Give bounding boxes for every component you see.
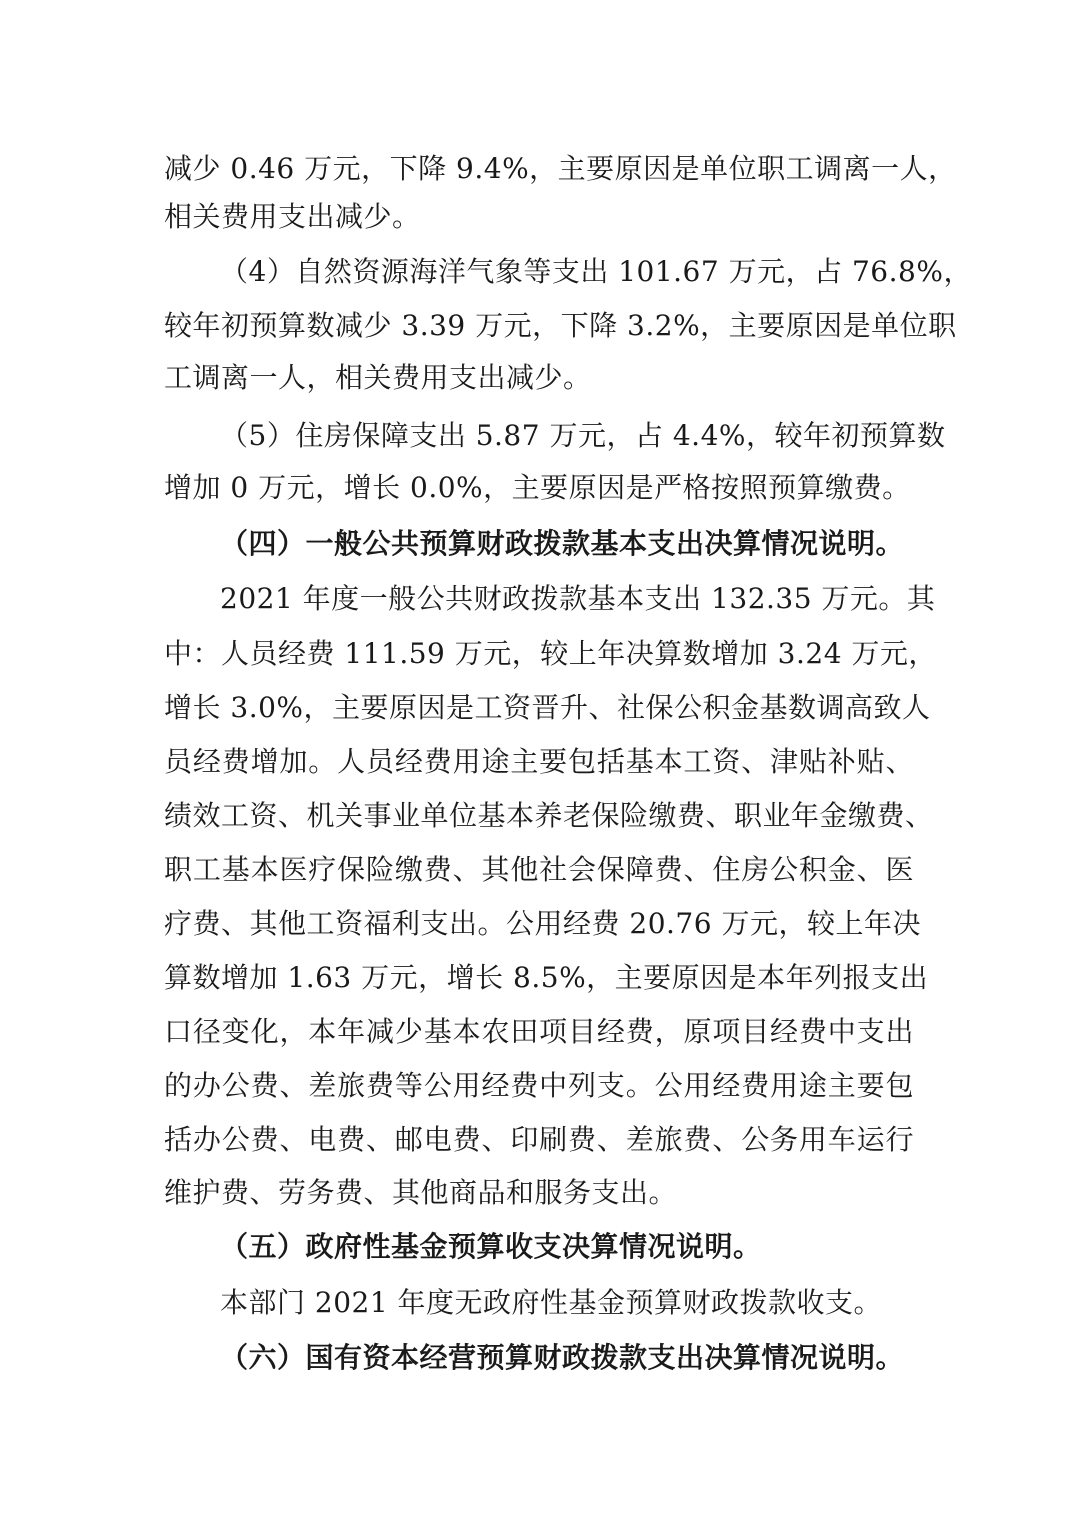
body-text-line: （4）自然资源海洋气象等支出 101.67 万元，占 76.8%， (220, 255, 972, 288)
body-text-line: 工调离一人，相关费用支出减少。 (164, 361, 592, 394)
body-text-line: 员经费增加。人员经费用途主要包括基本工资、津贴补贴、 (164, 745, 914, 778)
body-text-line: 括办公费、电费、邮电费、印刷费、差旅费、公务用车运行 (164, 1123, 914, 1156)
body-text-line: 增长 3.0%，主要原因是工资晋升、社保公积金基数调高致人 (164, 691, 931, 724)
body-text-line: 疗费、其他工资福利支出。公用经费 20.76 万元，较上年决 (164, 907, 921, 940)
body-text-line: 减少 0.46 万元，下降 9.4%，主要原因是单位职工调离一人， (164, 152, 957, 185)
body-text-line: 职工基本医疗保险缴费、其他社会保障费、住房公积金、医 (164, 853, 914, 886)
body-text-line: 中：人员经费 111.59 万元，较上年决算数增加 3.24 万元， (164, 637, 937, 670)
body-text-line: 口径变化，本年减少基本农田项目经费，原项目经费中支出 (164, 1015, 914, 1048)
body-text-line: 绩效工资、机关事业单位基本养老保险缴费、职业年金缴费、 (164, 799, 934, 832)
body-text-line: （5）住房保障支出 5.87 万元，占 4.4%，较年初预算数 (220, 419, 946, 452)
section-heading: （六）国有资本经营预算财政拨款支出决算情况说明。 (220, 1341, 905, 1374)
section-heading: （五）政府性基金预算收支决算情况说明。 (220, 1230, 762, 1263)
body-text-line: 较年初预算数减少 3.39 万元，下降 3.2%，主要原因是单位职 (164, 309, 957, 342)
body-text-line: 算数增加 1.63 万元，增长 8.5%，主要原因是本年列报支出 (164, 961, 929, 994)
body-text-line: 的办公费、差旅费等公用经费中列支。公用经费用途主要包 (164, 1069, 914, 1102)
body-text-line: 维护费、劳务费、其他商品和服务支出。 (164, 1176, 678, 1209)
body-text-line: 2021 年度一般公共财政拨款基本支出 132.35 万元。其 (220, 582, 936, 615)
body-text-line: 相关费用支出减少。 (164, 200, 421, 233)
body-text-line: 增加 0 万元，增长 0.0%，主要原因是严格按照预算缴费。 (164, 471, 911, 504)
section-heading: （四）一般公共预算财政拨款基本支出决算情况说明。 (220, 527, 905, 560)
body-text-line: 本部门 2021 年度无政府性基金预算财政拨款收支。 (220, 1286, 883, 1319)
